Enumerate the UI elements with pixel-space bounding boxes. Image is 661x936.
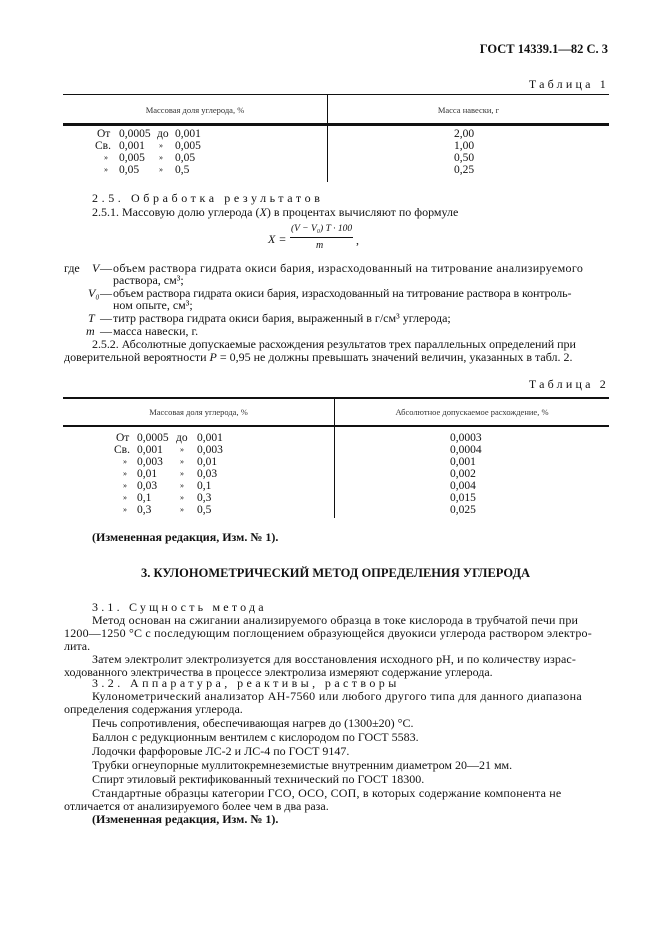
row-to: 0,05 (175, 152, 196, 164)
def-symbol: V₀ (88, 286, 100, 300)
row-from: 0,03 (137, 480, 158, 492)
row-sep: » (159, 153, 163, 162)
row-value: 0,0003 (450, 432, 482, 444)
row-to: 0,001 (175, 128, 201, 140)
row-value: 0,004 (450, 480, 476, 492)
row-to: 0,03 (197, 468, 218, 480)
text: 2.5.1. Массовую долю углерода ( (92, 205, 260, 219)
row-value: 0,0004 (450, 444, 482, 456)
row-to: 0,003 (197, 444, 223, 456)
def-text-cont: ном опыте, см³; (113, 298, 193, 312)
row-prefix: » (123, 457, 127, 466)
row-prefix: От (116, 432, 130, 444)
apparatus-item: Кулонометрический анализатор АН-7560 или любого другого типа для данного диапазона (92, 689, 583, 703)
row-to: 0,001 (197, 432, 223, 444)
row-from: 0,01 (137, 468, 158, 480)
amendment-note: (Измененная редакция, Изм. № 1). (92, 530, 279, 544)
text: = 0,95 не должны превышать значений величин, указанных в табл. 2. (216, 350, 573, 364)
row-prefix: От (97, 128, 111, 140)
paragraph-2-5-1 (92, 206, 458, 218)
table1-label: Таблица 1 (528, 77, 609, 91)
row-from: 0,003 (137, 456, 163, 468)
row-from: 0,001 (119, 140, 145, 152)
row-to: 0,5 (175, 164, 190, 176)
row-sep: » (180, 469, 184, 478)
row-value: 2,00 (454, 128, 475, 140)
row-sep: » (180, 457, 184, 466)
row-from: 0,005 (119, 152, 145, 164)
paragraph-3-1-line3: лита. (64, 639, 91, 653)
row-value: 0,002 (450, 468, 476, 480)
table2-col-header-carbon: Массовая доля углерода, % (149, 407, 248, 417)
def-dash: — (100, 261, 112, 275)
apparatus-item-cont: отличается от анализируемого более чем в два раза. (64, 799, 329, 813)
formula-denominator: m (316, 240, 324, 251)
apparatus-item: Баллон с редукционным вентилем с кислородом по ГОСТ 5583. (92, 730, 419, 744)
row-prefix: Св. (95, 140, 111, 152)
def-text: объем раствора гидрата окиси бария, израсходованный на титрование раствора в контроль- (113, 286, 572, 300)
section-3-2-heading: 3.2. Аппаратура, реактивы, растворы (92, 676, 400, 690)
section-3-1-heading: 3.1. Сущность метода (92, 600, 267, 614)
paragraph-3-1-2-line2: ходованного электричества в процессе электролиза измеряют содержание углерода. (64, 665, 493, 679)
paragraph-3-1-2-line1: Затем электролит электролизуется для восстановления исходного pH, и по количеству израс- (92, 652, 576, 666)
table2-top-rule (63, 397, 609, 399)
where-label: где (64, 261, 80, 275)
text: доверительной вероятности (64, 350, 210, 364)
row-value: 0,25 (454, 164, 475, 176)
amendment-note: (Измененная редакция, Изм. № 1). (92, 812, 279, 826)
row-to: 0,005 (175, 140, 201, 152)
row-from: 0,05 (119, 164, 140, 176)
row-sep: » (159, 141, 163, 150)
formula-trailing: , (356, 233, 359, 247)
row-prefix: » (104, 165, 108, 174)
variable-p: P (209, 350, 217, 364)
row-sep: до (176, 432, 188, 444)
table1-col-header-carbon: Массовая доля углерода, % (145, 105, 245, 115)
apparatus-item: Стандартные образцы категории ГСО, ОСО, СОП, в которых содержание компонента не (92, 786, 562, 800)
def-text-cont: раствора, см³; (113, 273, 184, 287)
paragraph-3-1-line2: 1200—1250 °С с последующим поглощением образующейся двуокиси углерода раствором электро- (64, 626, 592, 640)
def-dash: — (100, 286, 112, 300)
apparatus-item: Печь сопротивления, обеспечивающая нагрев до (1300±20) °С. (92, 716, 414, 730)
row-to: 0,1 (197, 480, 212, 492)
section-2-5-heading: 2.5. Обработка результатов (92, 191, 324, 205)
row-from: 0,3 (137, 504, 152, 516)
def-text: масса навески, г. (113, 324, 199, 338)
def-symbol: m (86, 324, 95, 338)
row-sep: » (180, 481, 184, 490)
def-text: титр раствора гидрата окиси бария, выраженный в г/см³ углерода; (113, 311, 451, 325)
row-from: 0,0005 (137, 432, 169, 444)
row-prefix: » (123, 505, 127, 514)
page-header: ГОСТ 14339.1—82 С. 3 (479, 42, 608, 56)
table2-label: Таблица 2 (528, 377, 609, 391)
row-to: 0,5 (197, 504, 212, 516)
apparatus-item: Лодочки фарфоровые ЛС-2 и ЛС-4 по ГОСТ 9147. (92, 744, 350, 758)
apparatus-item-cont: определения содержания углерода. (64, 702, 243, 716)
row-sep: » (180, 505, 184, 514)
row-prefix: Св. (114, 444, 130, 456)
row-sep: » (159, 165, 163, 174)
section-3-title: 3. КУЛОНОМЕТРИЧЕСКИЙ МЕТОД ОПРЕДЕЛЕНИЯ УГЛЕРОДА (141, 566, 531, 580)
paragraph-2-5-2-line2 (64, 351, 573, 363)
row-to: 0,01 (197, 456, 218, 468)
apparatus-item: Спирт этиловый ректификованный технический по ГОСТ 18300. (92, 772, 425, 786)
def-dash: — (100, 324, 112, 338)
row-value: 0,001 (450, 456, 476, 468)
formula-lhs: X = (268, 232, 287, 246)
def-text: объем раствора гидрата окиси бария, израсходованный на титрование анализируемого (113, 261, 584, 275)
row-prefix: » (123, 493, 127, 502)
row-sep: » (180, 493, 184, 502)
text: ) в процентах вычисляют по формуле (266, 205, 459, 219)
apparatus-item: Трубки огнеупорные муллитокремнеземистые внутренним диаметром 20—21 мм. (92, 758, 513, 772)
row-from: 0,001 (137, 444, 163, 456)
formula-numerator: (V − V₀) T · 100 (291, 224, 353, 234)
paragraph-3-1-line1: Метод основан на сжигании анализируемого образца в токе кислорода в трубчатой печи при (92, 613, 579, 627)
variable-x: X (259, 205, 267, 219)
row-prefix: » (104, 153, 108, 162)
fraction-bar (290, 237, 353, 238)
row-from: 0,1 (137, 492, 152, 504)
row-prefix: » (123, 481, 127, 490)
row-from: 0,0005 (119, 128, 151, 140)
paragraph-2-5-2-line1: 2.5.2. Абсолютные допускаемые расхождения результатов трех параллельных определений при (92, 337, 576, 351)
def-symbol: T (88, 311, 95, 325)
row-prefix: » (123, 469, 127, 478)
row-to: 0,3 (197, 492, 212, 504)
row-sep: » (180, 445, 184, 454)
row-value: 0,025 (450, 504, 476, 516)
def-dash: — (100, 311, 112, 325)
def-symbol: V (92, 261, 100, 275)
table1-header-rule (63, 123, 609, 126)
table2-col-header-discrepancy: Абсолютное допускаемое расхождение, % (395, 407, 549, 417)
table1-top-rule (63, 94, 609, 95)
row-value: 0,015 (450, 492, 476, 504)
row-value: 0,50 (454, 152, 475, 164)
table2-header-rule (63, 425, 609, 427)
row-sep: до (157, 128, 169, 140)
table1-col-header-mass: Масса навески, г (437, 105, 500, 115)
row-value: 1,00 (454, 140, 475, 152)
